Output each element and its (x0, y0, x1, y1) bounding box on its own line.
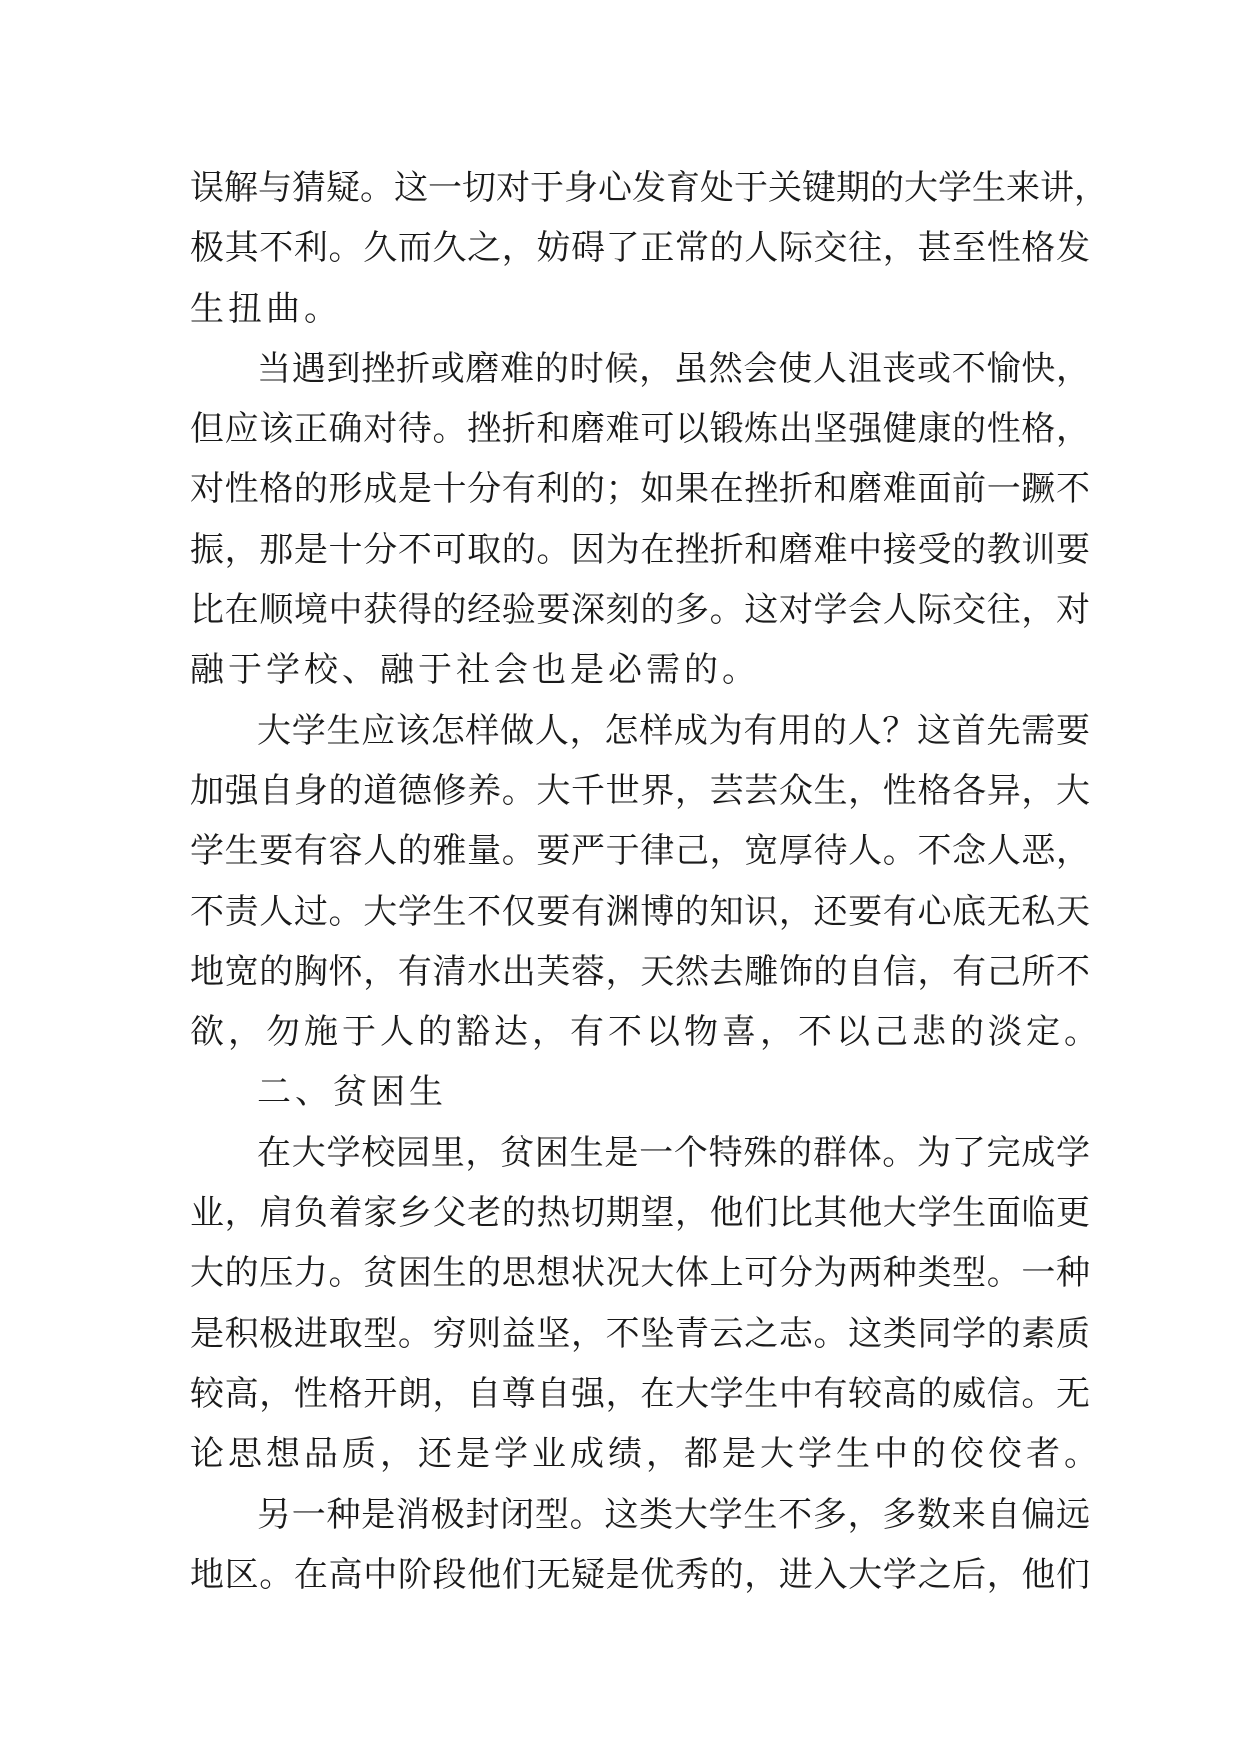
text-line: 论思想品质，还是学业成绩，都是大学生中的佼佼者。 (190, 1434, 1102, 1475)
text-line: 加强自身的道德修养。大千世界，芸芸众生，性格各异，大 (190, 770, 1090, 811)
text-line: 比在顺境中获得的经验要深刻的多。这对学会人际交往，对 (190, 590, 1090, 631)
paragraph-first-line: 大学生应该怎样做人，怎样成为有用的人？这首先需要 (257, 710, 1090, 751)
text-line: 融于学校、融于社会也是必需的。 (190, 650, 760, 691)
text-line: 业，肩负着家乡父老的热切期望，他们比其他大学生面临更 (190, 1193, 1090, 1234)
paragraph-first-line: 当遇到挫折或磨难的时候，虽然会使人沮丧或不愉快， (257, 348, 1090, 389)
text-line: 对性格的形成是十分有利的；如果在挫折和磨难面前一蹶不 (190, 469, 1090, 510)
text-line: 学生要有容人的雅量。要严于律己，宽厚待人。不念人恶， (190, 831, 1090, 872)
text-line: 大的压力。贫困生的思想状况大体上可分为两种类型。一种 (190, 1253, 1090, 1294)
paragraph-first-line: 另一种是消极封闭型。这类大学生不多，多数来自偏远 (257, 1494, 1090, 1535)
text-line: 误解与猜疑。这一切对于身心发育处于关键期的大学生来讲， (190, 168, 1108, 208)
body-text (190, 158, 1108, 1605)
text-line: 是积极进取型。穷则益坚，不坠青云之志。这类同学的素质 (190, 1313, 1090, 1354)
text-line: 但应该正确对待。挫折和磨难可以锻炼出坚强健康的性格， (190, 409, 1090, 450)
text-line: 不责人过。大学生不仅要有渊博的知识，还要有心底无私天 (190, 891, 1090, 932)
text-line: 极其不利。久而久之，妨碍了正常的人际交往，甚至性格发 (190, 228, 1090, 269)
text-line: 生扭曲。 (190, 288, 342, 329)
text-line: 较高，性格开朗，自尊自强，在大学生中有较高的威信。无 (190, 1373, 1090, 1414)
text-line: 地宽的胸怀，有清水出芙蓉，天然去雕饰的自信，有己所不 (190, 951, 1090, 992)
text-line: 欲，勿施于人的豁达，有不以物喜，不以己悲的淡定。 (190, 1012, 1102, 1053)
section-heading: 二、贫困生 (257, 1072, 447, 1113)
text-line: 振，那是十分不可取的。因为在挫折和磨难中接受的教训要 (190, 529, 1090, 570)
paragraph-first-line: 在大学校园里，贫困生是一个特殊的群体。为了完成学 (257, 1132, 1090, 1173)
text-line: 地区。在高中阶段他们无疑是优秀的，进入大学之后，他们 (190, 1554, 1090, 1595)
